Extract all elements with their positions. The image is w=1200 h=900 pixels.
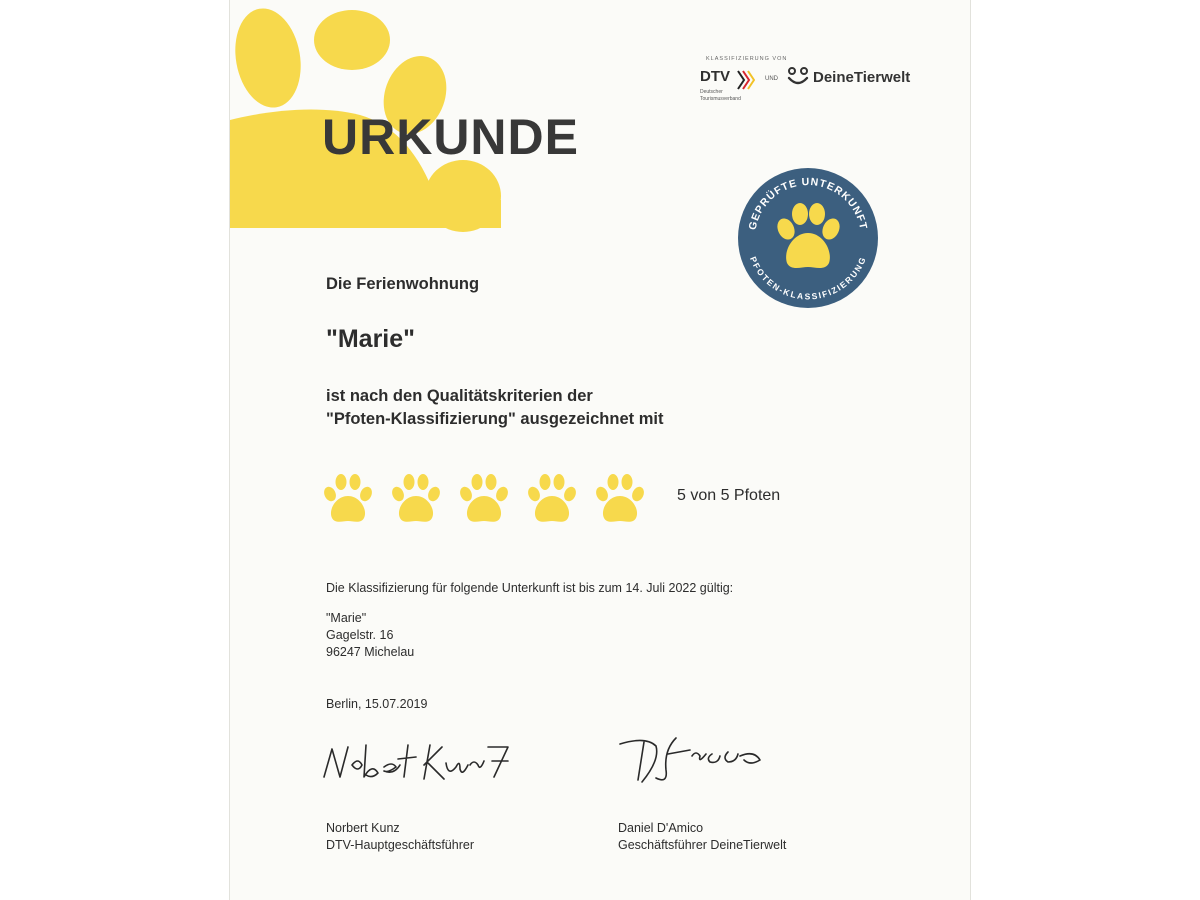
property-name: "Marie": [326, 325, 416, 353]
paw-icon: [320, 470, 376, 526]
paw-icon: [592, 470, 648, 526]
dtv-subline-1: Deutscher: [700, 89, 723, 95]
signature-daniel-damico: [616, 730, 776, 786]
tierwelt-logo-text: DeineTierwelt: [813, 69, 911, 86]
certificate-title: URKUNDE: [322, 109, 579, 165]
paw-icon: [388, 470, 444, 526]
award-text-line-2: "Pfoten-Klassifizierung" ausgezeichnet mit: [326, 410, 664, 428]
place-and-date: Berlin, 15.07.2019: [326, 697, 428, 711]
tierwelt-face-icon: [786, 66, 810, 88]
seal-top-text: GEPRÜFTE UNTERKUNFT: [746, 175, 870, 232]
paw-icon: [524, 470, 580, 526]
certification-seal: [737, 167, 879, 309]
address-name: "Marie": [326, 611, 367, 625]
dtv-flag-chevrons-icon: [737, 70, 755, 90]
logo-connector: UND: [765, 76, 778, 82]
dtv-subline-2: Tourismusverband: [700, 96, 741, 102]
paw-icon: [456, 470, 512, 526]
classification-label: KLASSIFIZIERUNG VON: [706, 56, 788, 62]
certificate-page: [229, 0, 971, 900]
property-type-text: Die Ferienwohnung: [326, 275, 480, 293]
award-text-line-1: ist nach den Qualitätskriterien der: [326, 387, 593, 405]
address-city: 96247 Michelau: [326, 645, 415, 659]
rating-label: 5 von 5 Pfoten: [677, 487, 781, 504]
address-street: Gagelstr. 16: [326, 628, 394, 642]
seal-bottom-text: PFOTEN-KLASSIFIZIERUNG: [748, 255, 868, 302]
signatory-1-name: Norbert Kunz: [326, 821, 400, 835]
validity-text: Die Klassifizierung für folgende Unterkunft ist bis zum 14. Juli 2022 gültig:: [326, 581, 734, 595]
signatory-1-role: DTV-Hauptgeschäftsführer: [326, 838, 474, 852]
dtv-logo: [700, 68, 760, 110]
signatory-2-name: Daniel D'Amico: [618, 821, 704, 835]
signatory-2-role: Geschäftsführer DeineTierwelt: [618, 838, 787, 852]
signature-norbert-kunz: [318, 737, 518, 789]
dtv-logo-text: DTV: [700, 68, 730, 85]
